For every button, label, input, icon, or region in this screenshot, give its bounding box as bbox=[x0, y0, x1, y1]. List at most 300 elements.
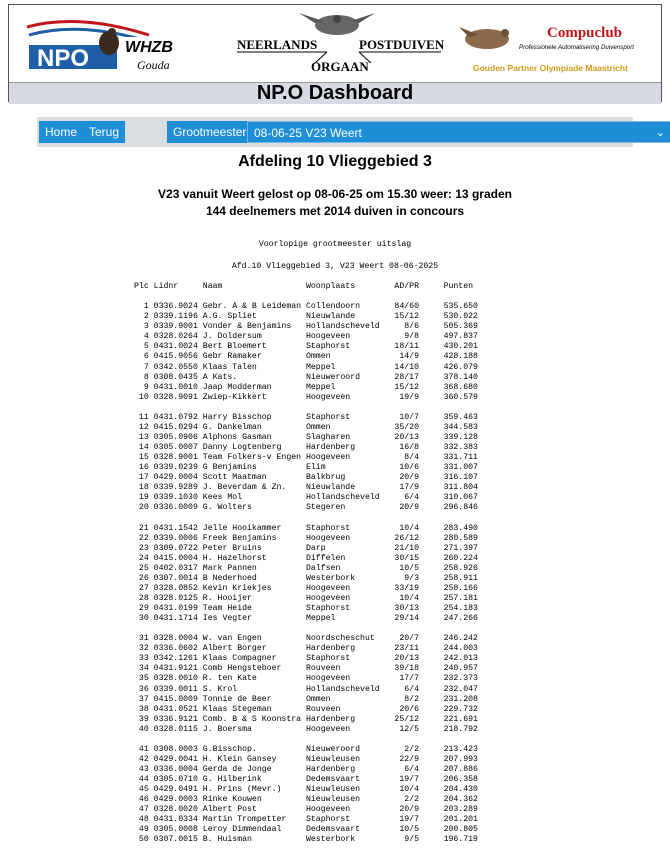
table-cell: A.G. Spliet bbox=[202, 312, 306, 322]
table-row bbox=[134, 534, 478, 543]
table-cell: 9/8 bbox=[389, 332, 429, 342]
table-cell: 258.911 bbox=[428, 573, 478, 583]
table-cell: S. Krol bbox=[202, 684, 306, 694]
table-cell: 6 bbox=[134, 352, 154, 362]
table-cell: 45 bbox=[134, 785, 154, 795]
table-cell: 30/13 bbox=[389, 604, 429, 613]
table-cell: 207.993 bbox=[428, 754, 478, 764]
table-cell: 204.430 bbox=[428, 785, 478, 795]
table-cell: 344.583 bbox=[428, 422, 478, 432]
table-cell: 34 bbox=[134, 664, 154, 674]
table-cell: Meppel bbox=[305, 382, 390, 392]
table-cell: 257.181 bbox=[428, 593, 478, 603]
table-cell: 240.957 bbox=[428, 664, 478, 674]
table-row bbox=[134, 554, 478, 563]
table-cell: 0307.0014 bbox=[153, 573, 203, 583]
table-cell: Diffelen bbox=[305, 553, 390, 563]
table-cell: 316.107 bbox=[428, 473, 478, 483]
npo-whzb-logo[interactable] bbox=[9, 5, 199, 82]
table-cell: 0328.0020 bbox=[153, 805, 203, 815]
table-cell: 0415.9056 bbox=[153, 352, 203, 362]
table-cell: Westerbork bbox=[305, 835, 390, 845]
table-cell: 8/2 bbox=[389, 694, 429, 704]
table-cell: 41 bbox=[134, 744, 154, 754]
table-cell: Comb Hengsteboer bbox=[202, 664, 306, 674]
table-row bbox=[134, 604, 478, 613]
table-cell: 0307.0015 bbox=[153, 835, 203, 845]
table-cell: 9 bbox=[134, 382, 154, 392]
table-cell: G. Wolters bbox=[202, 503, 306, 513]
table-cell: 242.013 bbox=[428, 654, 478, 664]
whzb-sub-text: Gouda bbox=[137, 58, 170, 72]
table-cell: 8/6 bbox=[389, 322, 429, 332]
table-cell: 247.266 bbox=[428, 614, 478, 624]
column-header: Punten bbox=[428, 282, 474, 291]
table-cell: 0328.0004 bbox=[153, 634, 203, 644]
table-cell: 47 bbox=[134, 805, 154, 815]
table-cell: Hoogeveen bbox=[305, 805, 390, 815]
table-row bbox=[134, 322, 478, 331]
table-cell: 22/9 bbox=[389, 754, 429, 764]
table-cell: Ommen bbox=[305, 422, 390, 432]
table-cell: Nieuwleusen bbox=[305, 754, 390, 764]
column-header: Lidnr bbox=[153, 282, 203, 291]
race-info-line-1: V23 vanuit Weert gelost op 08-06-25 om 15.30 weer: 13 graden bbox=[158, 187, 512, 201]
table-row bbox=[134, 332, 478, 341]
table-cell: 0309.0722 bbox=[153, 543, 203, 553]
table-cell: 10/5 bbox=[389, 825, 429, 835]
table-cell: G. Dankelman bbox=[202, 422, 306, 432]
table-cell: Hoogeveen bbox=[305, 453, 390, 463]
table-cell: Ommen bbox=[305, 694, 390, 704]
table-cell: 0429.0041 bbox=[153, 754, 203, 764]
table-cell: 20/7 bbox=[389, 634, 429, 644]
table-cell: 24 bbox=[134, 553, 154, 563]
table-cell: Staphorst bbox=[305, 523, 390, 533]
table-row bbox=[134, 695, 478, 704]
table-row bbox=[134, 705, 478, 714]
column-header: Naam bbox=[202, 282, 306, 291]
race-select[interactable] bbox=[247, 121, 670, 143]
table-cell: 28/17 bbox=[389, 372, 429, 382]
table-cell: 9/3 bbox=[389, 573, 429, 583]
table-cell: 14 bbox=[134, 443, 154, 452]
table-cell: 331.007 bbox=[428, 463, 478, 473]
table-cell: 426.079 bbox=[428, 362, 478, 372]
table-row bbox=[134, 564, 478, 573]
table-cell: 26 bbox=[134, 573, 154, 583]
table-cell: 296.846 bbox=[428, 503, 478, 513]
table-cell: Scott Maatman bbox=[202, 473, 306, 483]
table-cell: Balkbrug bbox=[305, 473, 390, 483]
table-row bbox=[134, 765, 478, 774]
table-cell: 229.732 bbox=[428, 704, 478, 714]
table-cell: 280.589 bbox=[428, 533, 478, 543]
table-cell: 0342.1261 bbox=[153, 654, 203, 664]
table-cell: Dedemsvaart bbox=[305, 775, 390, 785]
table-cell: 46 bbox=[134, 795, 154, 805]
table-row bbox=[134, 795, 478, 804]
table-row bbox=[134, 594, 478, 603]
table-cell: 19/9 bbox=[389, 392, 429, 402]
table-cell: 2/2 bbox=[389, 795, 429, 805]
table-cell: 0308.0003 bbox=[153, 744, 203, 754]
chevron-down-icon: ⌄ bbox=[655, 127, 665, 139]
report-heading: Voorlopige grootmeester uitslag bbox=[258, 240, 412, 249]
table-row bbox=[134, 745, 478, 754]
section-title: Afdeling 10 Vlieggebied 3 bbox=[238, 153, 432, 170]
table-cell: 6/4 bbox=[389, 493, 429, 503]
table-row bbox=[134, 805, 478, 814]
table-cell: 0336.9024 bbox=[153, 302, 203, 312]
table-cell: 244.003 bbox=[428, 644, 478, 654]
table-row bbox=[134, 342, 478, 351]
table-cell: Hardenberg bbox=[305, 644, 390, 654]
table-cell: Staphorst bbox=[305, 412, 390, 422]
table-cell: H. Hazelhorst bbox=[202, 553, 306, 563]
compuclub-partner: Gouden Partner Olympiade Maastricht bbox=[473, 63, 628, 73]
table-cell: 221.691 bbox=[428, 714, 478, 724]
table-cell: 231.208 bbox=[428, 694, 478, 704]
table-cell: B Nederhoed bbox=[202, 573, 306, 583]
table-cell: 10/4 bbox=[389, 593, 429, 603]
organ-logo[interactable] bbox=[219, 5, 449, 82]
table-cell: 368.680 bbox=[428, 382, 478, 392]
table-cell: 2 bbox=[134, 312, 154, 322]
table-cell: 20/9 bbox=[389, 503, 429, 513]
table-cell: Jelle Hooikammer bbox=[202, 523, 306, 533]
table-row bbox=[134, 413, 478, 422]
table-cell: R. ten Kate bbox=[202, 674, 306, 684]
table-cell: 18 bbox=[134, 483, 154, 493]
table-cell: 0339.1030 bbox=[153, 493, 203, 503]
grootmeester-button[interactable]: Grootmeester bbox=[167, 121, 252, 143]
table-cell: Klaas Stegeman bbox=[202, 704, 306, 714]
table-cell: Staphorst bbox=[305, 604, 390, 613]
table-cell: Gebr. A & B Leideman bbox=[202, 302, 306, 312]
table-cell: 16/8 bbox=[389, 443, 429, 452]
table-cell: 200.805 bbox=[428, 825, 478, 835]
table-cell: Peter Bruins bbox=[202, 543, 306, 553]
table-cell: 497.837 bbox=[428, 332, 478, 342]
table-cell: Albert Post bbox=[202, 805, 306, 815]
table-cell: 0328.0125 bbox=[153, 593, 203, 603]
table-cell: Albert Borger bbox=[202, 644, 306, 654]
table-cell: 232.047 bbox=[428, 684, 478, 694]
table-cell: 0415.0004 bbox=[153, 553, 203, 563]
table-cell: Hoogeveen bbox=[305, 724, 390, 734]
table-cell: Hardenberg bbox=[305, 714, 390, 724]
dashboard-title-bar bbox=[9, 82, 661, 104]
table-row bbox=[134, 423, 478, 432]
table-cell: 3 bbox=[134, 322, 154, 332]
table-cell: Elim bbox=[305, 463, 390, 473]
table-cell: 0429.0003 bbox=[153, 795, 203, 805]
compuclub-title: Compuclub bbox=[547, 25, 623, 41]
table-cell: 428.188 bbox=[428, 352, 478, 362]
table-cell: 311.804 bbox=[428, 483, 478, 493]
table-cell: 37 bbox=[134, 694, 154, 704]
table-row bbox=[134, 363, 478, 372]
table-cell: 207.886 bbox=[428, 765, 478, 774]
table-cell: 29 bbox=[134, 604, 154, 613]
table-cell: H. Klein Gansey bbox=[202, 754, 306, 764]
home-button[interactable]: Home bbox=[39, 121, 83, 143]
table-cell: Slagharen bbox=[305, 432, 390, 442]
table-cell: 16 bbox=[134, 463, 154, 473]
table-cell: 23 bbox=[134, 543, 154, 553]
table-cell: 0328.0264 bbox=[153, 332, 203, 342]
organ-bottom-text: ORGAAN bbox=[311, 59, 369, 74]
table-cell: Hoogeveen bbox=[305, 392, 390, 402]
table-cell: 0328.0852 bbox=[153, 583, 203, 593]
table-cell: Staphorst bbox=[305, 654, 390, 664]
table-row bbox=[134, 644, 478, 653]
table-cell: 50 bbox=[134, 835, 154, 845]
table-cell: 0328.9001 bbox=[153, 453, 203, 463]
table-cell: Danny Logtenberg bbox=[202, 443, 306, 452]
table-cell: 0431.9121 bbox=[153, 664, 203, 674]
table-row bbox=[134, 302, 478, 311]
table-cell: 42 bbox=[134, 754, 154, 764]
table-cell: 33 bbox=[134, 654, 154, 664]
table-row bbox=[134, 574, 478, 583]
table-cell: Noordscheschut bbox=[305, 634, 390, 644]
table-cell: Kevin Kriekjes bbox=[202, 583, 306, 593]
table-cell: 15/12 bbox=[389, 312, 429, 322]
table-cell: Kees Mol bbox=[202, 493, 306, 503]
table-cell: 10/4 bbox=[389, 785, 429, 795]
table-cell: Staphorst bbox=[305, 342, 390, 352]
organ-right-text: POSTDUIVEN bbox=[359, 37, 445, 52]
table-row bbox=[134, 775, 478, 784]
table-row bbox=[134, 312, 478, 321]
table-cell: 49 bbox=[134, 825, 154, 835]
table-cell: 21/10 bbox=[389, 543, 429, 553]
table-cell: 0339.0011 bbox=[153, 684, 203, 694]
table-cell: 204.362 bbox=[428, 795, 478, 805]
table-cell: J. Beverdam & Zn. bbox=[202, 483, 306, 493]
table-cell: Dedemsvaart bbox=[305, 825, 390, 835]
table-cell: Hoogeveen bbox=[305, 332, 390, 342]
table-cell: 0308.0435 bbox=[153, 372, 203, 382]
table-cell: R. Hooijer bbox=[202, 593, 306, 603]
table-cell: 14/9 bbox=[389, 352, 429, 362]
table-cell: J. Boersma bbox=[202, 724, 306, 734]
table-cell: 2/2 bbox=[389, 744, 429, 754]
table-cell: Nieuwleusen bbox=[305, 795, 390, 805]
table-row bbox=[134, 835, 478, 844]
table-cell: Jaap Modderman bbox=[202, 382, 306, 392]
table-cell: 339.128 bbox=[428, 432, 478, 442]
table-cell: 4 bbox=[134, 332, 154, 342]
table-cell: 0339.9289 bbox=[153, 483, 203, 493]
table-cell: 0305.0710 bbox=[153, 775, 203, 785]
table-cell: 19 bbox=[134, 493, 154, 503]
table-cell: 254.183 bbox=[428, 604, 478, 613]
table-cell: Team Heide bbox=[202, 604, 306, 613]
table-cell: 31 bbox=[134, 634, 154, 644]
table-cell: 213.423 bbox=[428, 744, 478, 754]
table-cell: Ies Vegter bbox=[202, 614, 306, 624]
table-cell: Klaas Talen bbox=[202, 362, 306, 372]
table-cell: 331.711 bbox=[428, 453, 478, 463]
table-cell: 33/19 bbox=[389, 583, 429, 593]
back-button[interactable]: Terug bbox=[83, 121, 125, 143]
table-cell: 8 bbox=[134, 372, 154, 382]
table-row bbox=[134, 483, 478, 492]
table-cell: 0339.0239 bbox=[153, 463, 203, 473]
table-cell: 15 bbox=[134, 453, 154, 463]
table-cell: Hardenberg bbox=[305, 443, 390, 452]
table-cell: 25/12 bbox=[389, 714, 429, 724]
table-cell: 10/5 bbox=[389, 563, 429, 573]
table-cell: G.Bisschop. bbox=[202, 744, 306, 754]
table-cell: H. Prins (Mevr.) bbox=[202, 785, 306, 795]
table-row bbox=[134, 493, 478, 502]
table-row bbox=[134, 715, 478, 724]
table-cell: 9/5 bbox=[389, 835, 429, 845]
table-cell: J. Doldersum bbox=[202, 332, 306, 342]
table-cell: 43 bbox=[134, 765, 154, 774]
table-row bbox=[134, 352, 478, 361]
table-row bbox=[134, 614, 478, 623]
table-cell: 530.022 bbox=[428, 312, 478, 322]
table-cell: Collendoorn bbox=[305, 302, 390, 312]
table-row bbox=[134, 544, 478, 553]
table-cell: Nieuwlande bbox=[305, 483, 390, 493]
table-cell: Gerda de Jonge bbox=[202, 765, 306, 774]
table-row bbox=[134, 584, 478, 593]
table-cell: 0402.0317 bbox=[153, 563, 203, 573]
table-row bbox=[134, 634, 478, 643]
table-cell: 0336.0009 bbox=[153, 503, 203, 513]
table-cell: Nieuweroord bbox=[305, 744, 390, 754]
column-header: Woonplaats bbox=[305, 282, 390, 291]
table-row bbox=[134, 685, 478, 694]
table-cell: Bert Bloemert bbox=[202, 342, 306, 352]
table-cell: Gebr Ramaker bbox=[202, 352, 306, 362]
table-cell: 20/9 bbox=[389, 805, 429, 815]
table-cell: 0336.0004 bbox=[153, 765, 203, 774]
table-cell: 19/7 bbox=[389, 775, 429, 785]
table-cell: Hoogeveen bbox=[305, 674, 390, 684]
table-cell: Hoogeveen bbox=[305, 533, 390, 543]
table-cell: 430.201 bbox=[428, 342, 478, 352]
table-cell: 6/4 bbox=[389, 765, 429, 774]
table-cell: 378.140 bbox=[428, 372, 478, 382]
dashboard-title: NP.O Dashboard bbox=[256, 82, 414, 104]
table-cell: 206.358 bbox=[428, 775, 478, 785]
race-info-line-2: 144 deelnemers met 2014 duiven in concours bbox=[205, 204, 465, 218]
table-cell: 218.792 bbox=[428, 724, 478, 734]
table-cell: Hardenberg bbox=[305, 765, 390, 774]
table-cell: 35 bbox=[134, 674, 154, 684]
table-cell: Tonnie de Beer bbox=[202, 694, 306, 704]
table-cell: 18/11 bbox=[389, 342, 429, 352]
table-cell: Nieuwleusen bbox=[305, 785, 390, 795]
table-header bbox=[134, 282, 473, 291]
table-cell: 6/4 bbox=[389, 684, 429, 694]
table-cell: 360.579 bbox=[428, 392, 478, 402]
table-cell: 0431.0199 bbox=[153, 604, 203, 613]
table-cell: 27 bbox=[134, 583, 154, 593]
table-cell: 203.289 bbox=[428, 805, 478, 815]
table-cell: 25 bbox=[134, 563, 154, 573]
table-cell: 0431.0010 bbox=[153, 382, 203, 392]
table-cell: 26/12 bbox=[389, 533, 429, 543]
table-cell: 28 bbox=[134, 593, 154, 603]
table-cell: 10/7 bbox=[389, 412, 429, 422]
table-row bbox=[134, 453, 478, 462]
table-cell: Hollandscheveld bbox=[305, 684, 390, 694]
table-cell: 20/9 bbox=[389, 473, 429, 483]
table-cell: 5 bbox=[134, 342, 154, 352]
table-cell: 0431.1714 bbox=[153, 614, 203, 624]
table-cell: 535.650 bbox=[428, 302, 478, 312]
table-cell: 196.719 bbox=[428, 835, 478, 845]
table-cell: 23/11 bbox=[389, 644, 429, 654]
table-cell: 0339.0006 bbox=[153, 533, 203, 543]
compuclub-subtitle: Professionele Automatisering Duivensport bbox=[519, 44, 634, 51]
table-row bbox=[134, 755, 478, 764]
table-cell: 19/7 bbox=[389, 815, 429, 825]
table-cell: 10/4 bbox=[389, 523, 429, 533]
table-cell: 0429.0004 bbox=[153, 473, 203, 483]
table-cell: 0336.9121 bbox=[153, 714, 203, 724]
table-cell: 10/6 bbox=[389, 463, 429, 473]
table-cell: 38 bbox=[134, 704, 154, 714]
table-cell: Meppel bbox=[305, 362, 390, 372]
table-cell: 15/12 bbox=[389, 382, 429, 392]
table-cell: Hollandscheveld bbox=[305, 493, 390, 503]
table-cell: Hollandscheveld bbox=[305, 322, 390, 332]
table-cell: 0328.0115 bbox=[153, 724, 203, 734]
table-cell: Stegeren bbox=[305, 503, 390, 513]
table-cell: 35/20 bbox=[389, 422, 429, 432]
whzb-logo-text: WHZB bbox=[125, 39, 173, 56]
table-cell: 39 bbox=[134, 714, 154, 724]
table-cell: 10 bbox=[134, 392, 154, 402]
table-cell: B. Huisman bbox=[202, 835, 306, 845]
table-cell: 17/9 bbox=[389, 483, 429, 493]
table-cell: 20/13 bbox=[389, 432, 429, 442]
table-cell: Rinke Kouwen bbox=[202, 795, 306, 805]
table-cell: 0328.9091 bbox=[153, 392, 203, 402]
table-cell: 0415.0294 bbox=[153, 422, 203, 432]
table-cell: 20 bbox=[134, 503, 154, 513]
table-cell: 0328.0010 bbox=[153, 674, 203, 684]
navbar bbox=[37, 117, 665, 147]
table-cell: 260.224 bbox=[428, 553, 478, 563]
table-row bbox=[134, 433, 478, 442]
table-cell: Rouveen bbox=[305, 664, 390, 674]
report-subheading: Afd.10 Vlieggebied 3, V23 Weert 08-06-2025 bbox=[231, 262, 439, 271]
table-cell: 310.067 bbox=[428, 493, 478, 503]
table-cell: 283.490 bbox=[428, 523, 478, 533]
table-cell: Dalfsen bbox=[305, 563, 390, 573]
site-header bbox=[8, 4, 662, 102]
table-cell: 11 bbox=[134, 412, 154, 422]
table-cell: 0339.9001 bbox=[153, 322, 203, 332]
table-cell: 22 bbox=[134, 533, 154, 543]
compuclub-logo[interactable] bbox=[457, 5, 661, 82]
table-cell: 258.166 bbox=[428, 583, 478, 593]
table-cell: Klaas Compagner bbox=[202, 654, 306, 664]
table-cell: Rouveen bbox=[305, 704, 390, 714]
table-cell: 0431.1542 bbox=[153, 523, 203, 533]
table-row bbox=[134, 664, 478, 673]
